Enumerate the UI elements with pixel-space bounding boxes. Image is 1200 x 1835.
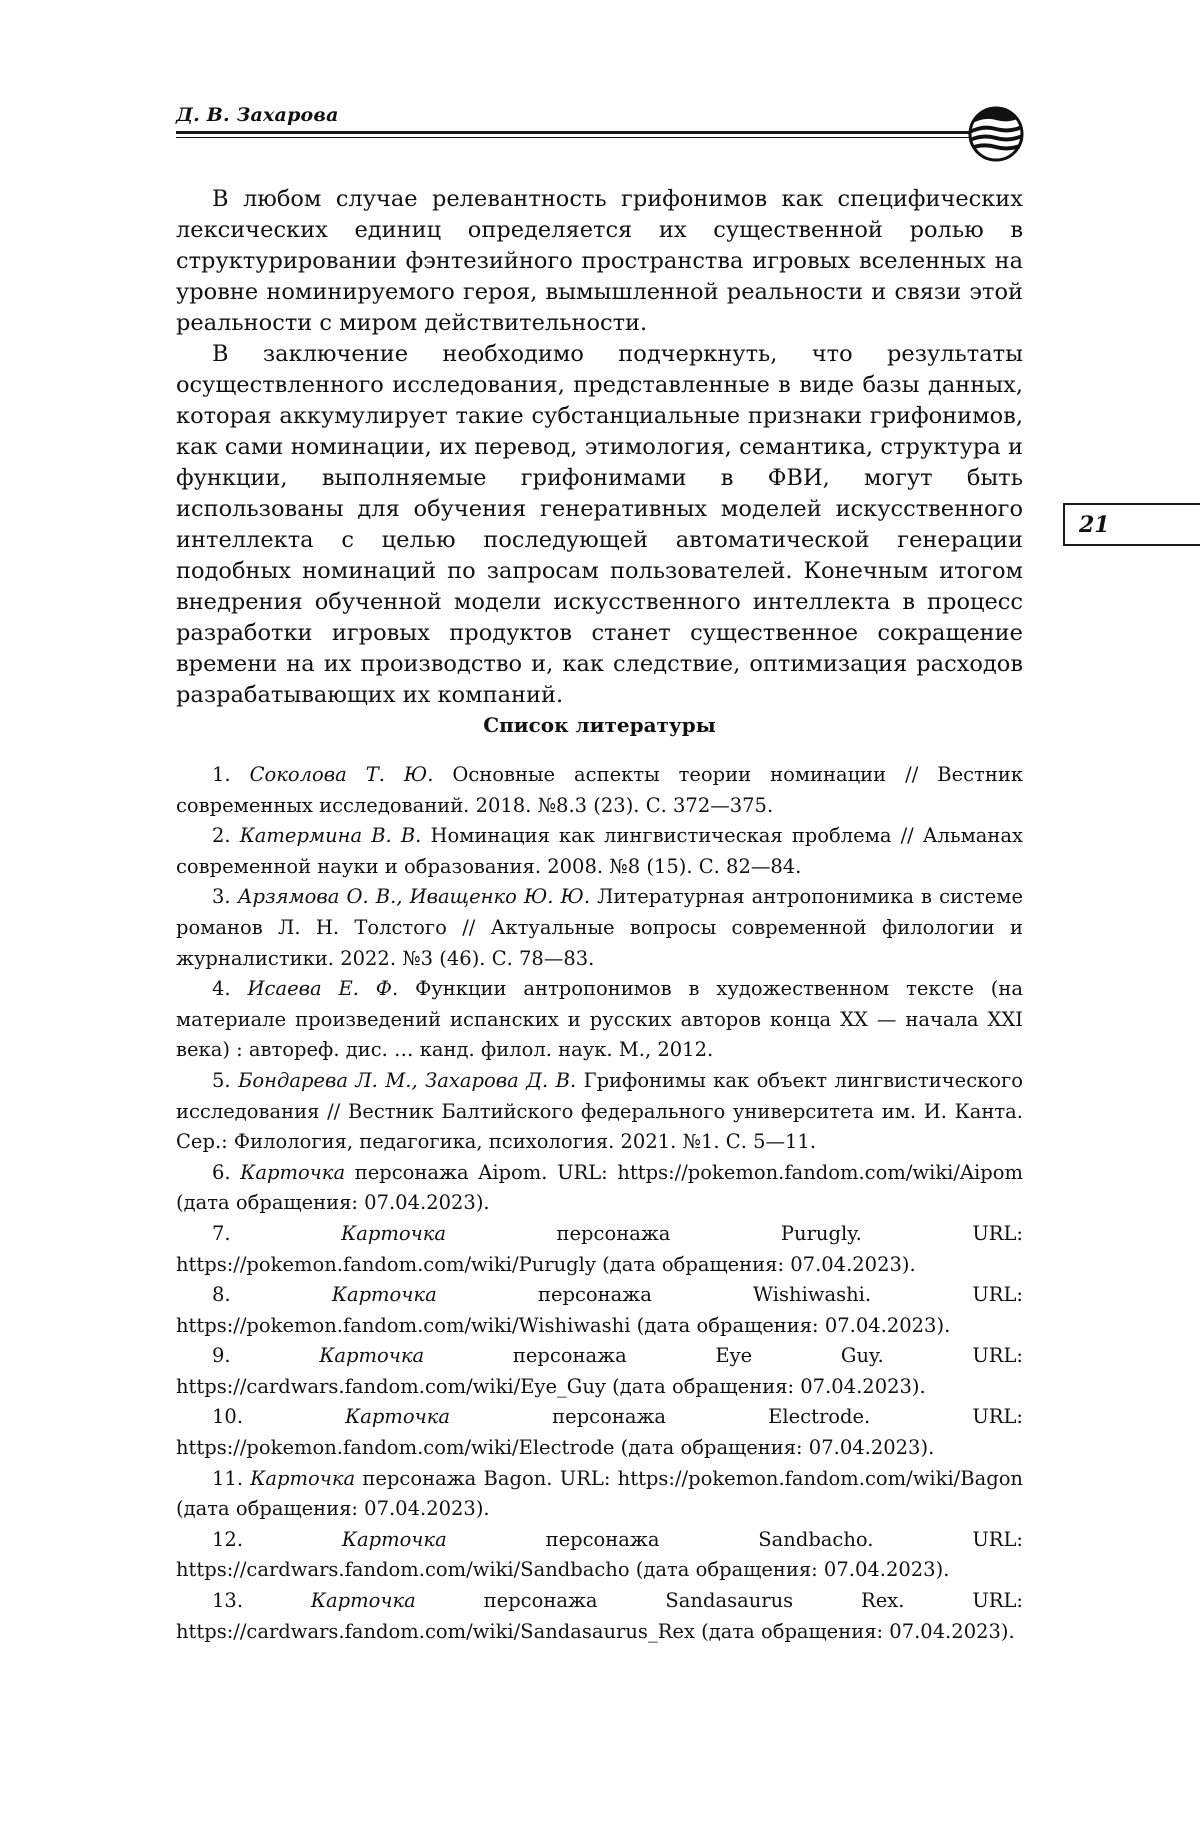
- reference-item: [176, 1066, 1023, 1158]
- reference-text: персонажа Purugly. URL: https://pokemon.fandom.com/wiki/Purugly (дата обращения: 07.04.2023).: [176, 1221, 1023, 1276]
- reference-item: [176, 1402, 1023, 1463]
- reference-text: персонажа Wishiwashi. URL: https://pokemon.fandom.com/wiki/Wishiwashi (дата обращения: 07.04.2023).: [176, 1283, 1023, 1337]
- reference-authors: Карточка: [341, 1527, 447, 1551]
- reference-number: 7.: [212, 1221, 231, 1245]
- reference-number: 8.: [212, 1283, 231, 1307]
- reference-text: персонажа Bagon. URL: https://pokemon.fandom.com/wiki/Bagon (дата обращения: 07.04.2023).: [176, 1466, 1023, 1521]
- reference-authors: Карточка: [331, 1283, 437, 1307]
- reference-item: [176, 760, 1023, 821]
- reference-authors: Соколова Т. Ю.: [249, 763, 434, 786]
- reference-authors: Карточка: [319, 1344, 425, 1368]
- reference-item: [176, 882, 1023, 974]
- reference-text: Номинация как лингвистическая проблема // Альманах современной науки и образования. 2008. №8 (15). С. 82—84.: [176, 824, 1023, 878]
- reference-item: [176, 1525, 1023, 1586]
- reference-number: 5.: [212, 1068, 231, 1092]
- reference-number: 4.: [212, 977, 231, 1001]
- reference-text: персонажа Eye Guy. URL: https://cardwars.fandom.com/wiki/Eye_Guy (дата обращения: 07.04.2023).: [176, 1344, 1023, 1398]
- references-list: [176, 760, 1023, 1647]
- reference-authors: Бондарева Л. М., Захарова Д. В.: [238, 1068, 577, 1092]
- reference-item: [176, 1464, 1023, 1525]
- reference-number: 11.: [212, 1466, 244, 1490]
- page-number: 21: [1079, 512, 1110, 538]
- reference-authors: Карточка: [341, 1221, 446, 1245]
- reference-text: Основные аспекты теории номинации // Вестник современных исследований. 2018. №8.3 (23). С. 372—375.: [176, 763, 1024, 817]
- body-text: [176, 184, 1023, 711]
- reference-item: [176, 1219, 1023, 1280]
- journal-wave-logo-icon: [966, 106, 1026, 162]
- reference-item: [176, 1341, 1023, 1402]
- reference-authors: Исаева Е. Ф.: [247, 977, 399, 1001]
- reference-item: [176, 1158, 1023, 1219]
- reference-authors: Карточка: [240, 1160, 346, 1184]
- reference-item: [176, 821, 1023, 882]
- reference-text: Грифонимы как объект лингвистического исследования // Вестник Балтийского федерального университета им. И. Канта. Сер.: Филология, педагогика, психология. 2021. №1. С. 5—11.: [176, 1068, 1023, 1154]
- reference-number: 12.: [212, 1527, 244, 1551]
- page-number-tab: [1063, 503, 1200, 546]
- reference-number: 2.: [212, 824, 231, 848]
- header-rule-thick: [176, 131, 974, 134]
- body-paragraph: В любом случае релевантность грифонимов как специфических лексических единиц определяется их существенной ролью в структурировании фэнтезийного пространства игровых вселенных на уровне номинируемого героя, вымышленной реальности и связи этой реальности с миром действительности.: [176, 186, 1023, 336]
- reference-number: 6.: [212, 1160, 231, 1184]
- reference-authors: Карточка: [345, 1405, 451, 1429]
- reference-number: 13.: [212, 1589, 244, 1613]
- reference-number: 3.: [212, 885, 231, 909]
- reference-number: 9.: [212, 1344, 231, 1368]
- body-paragraph: В заключение необходимо подчеркнуть, что результаты осуществленного исследования, представленные в виде базы данных, которая аккумулирует такие субстанциальные признаки грифонимов, как сами номинации, их перевод, этимология, семантика, структура и функции, выполняемые грифонимами в ФВИ, могут быть использованы для обучения генеративных моделей искусственного интеллекта с целью последующей автоматической генерации подобных номинаций по запросам пользователей. Конечным итогом внедрения обученной модели искусственного интеллекта в процесс разработки игровых продуктов станет существенное сокращение времени на их производство и, как следствие, оптимизация расходов разрабатывающих их компаний.: [176, 341, 1023, 708]
- header-rule-thin: [176, 137, 974, 138]
- running-head-author: Д. В. Захарова: [176, 104, 339, 126]
- reference-authors: Карточка: [250, 1466, 356, 1490]
- reference-text: Функции антропонимов в художественном тексте (на материале произведений испанских и русских авторов конца XX — начала XXI века) : автореф. дис. … канд. филол. наук. М., 2012.: [176, 977, 1023, 1062]
- reference-text: персонажа Aipom. URL: https://pokemon.fandom.com/wiki/Aipom (дата обращения: 07.04.2023).: [176, 1160, 1023, 1215]
- reference-text: персонажа Sandbacho. URL: https://cardwars.fandom.com/wiki/Sandbacho (дата обращения: 07.04.2023).: [176, 1527, 1023, 1582]
- reference-text: персонажа Sandasaurus Rex. URL: https://cardwars.fandom.com/wiki/Sandasaurus_Rex (дата обращения: 07.04.2023).: [176, 1589, 1023, 1643]
- reference-number: 10.: [212, 1405, 244, 1429]
- reference-authors: Карточка: [310, 1589, 416, 1613]
- reference-item: [176, 1586, 1023, 1647]
- reference-item: [176, 1280, 1023, 1341]
- reference-text: персонажа Electrode. URL: https://pokemon.fandom.com/wiki/Electrode (дата обращения: 07.04.2023).: [176, 1405, 1024, 1460]
- references-heading: Список литературы: [483, 713, 716, 737]
- reference-authors: Катермина В. В.: [239, 824, 422, 848]
- reference-item: [176, 974, 1023, 1066]
- reference-number: 1.: [212, 763, 231, 786]
- reference-text: Литературная антропонимика в системе романов Л. Н. Толстого // Актуальные вопросы современной филологии и журналистики. 2022. №3 (46). С. 78—83.: [176, 885, 1023, 970]
- reference-authors: Арзямова О. В., Иващенко Ю. Ю.: [237, 885, 591, 909]
